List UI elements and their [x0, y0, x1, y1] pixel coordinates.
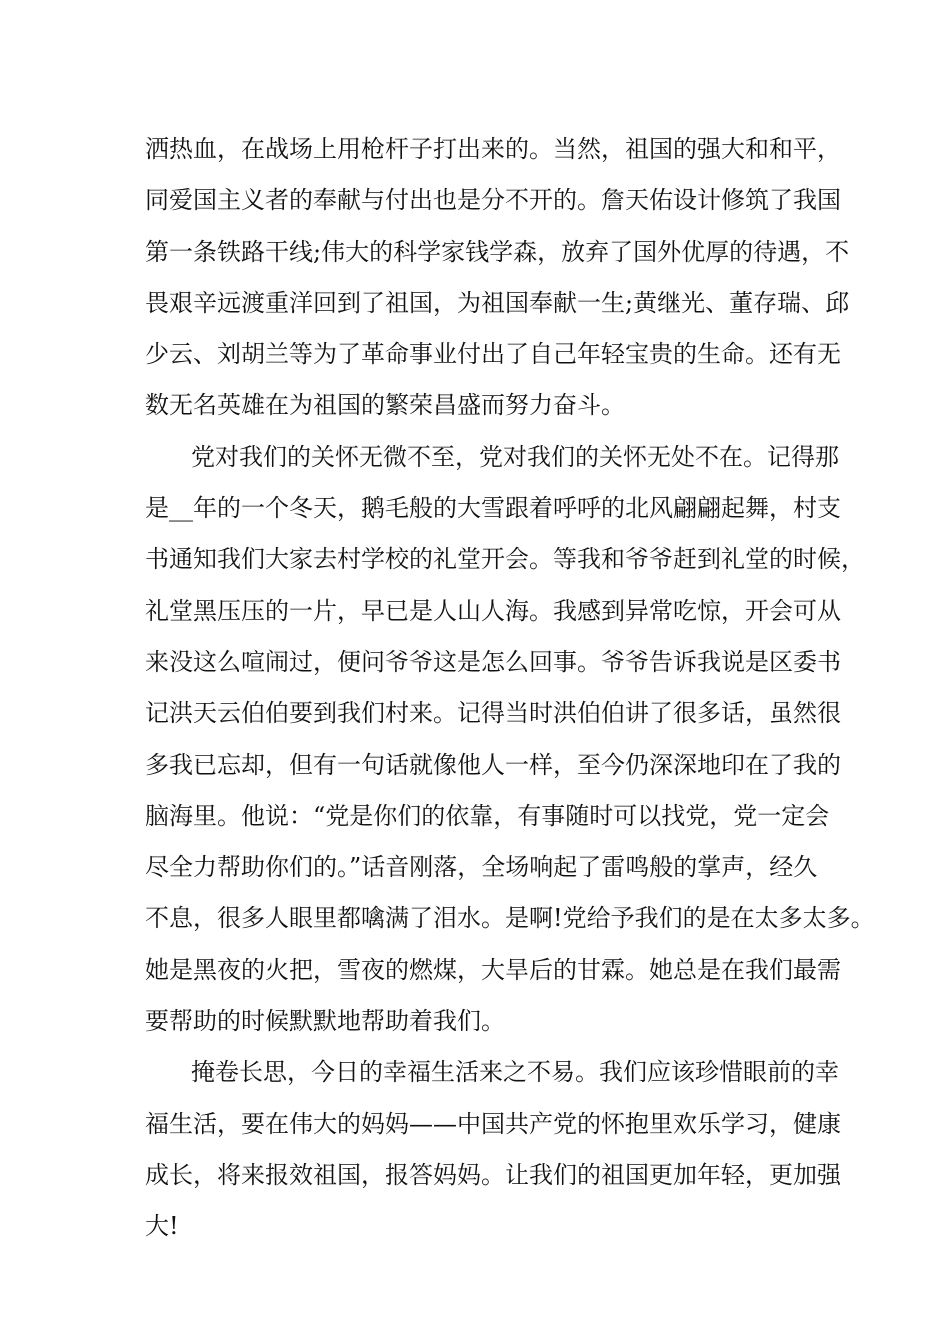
text-line: 是__年的一个冬天，鹅毛般的大雪跟着呼呼的北风翩翩起舞，村支: [145, 494, 841, 523]
text-line: 要帮助的时候默默地帮助着我们。: [145, 1007, 505, 1036]
text-line: 来没这么喧闹过，便问爷爷这是怎么回事。爷爷告诉我说是区委书: [145, 647, 841, 676]
text-line: 记洪天云伯伯要到我们村来。记得当时洪伯伯讲了很多话，虽然很: [145, 699, 841, 728]
text-line: 福生活，要在伟大的妈妈——中国共产党的怀抱里欢乐学习，健康: [145, 1109, 841, 1138]
text-line: 畏艰辛远渡重洋回到了祖国，为祖国奉献一生;黄继光、董存瑞、邱: [145, 288, 850, 317]
text-line: 第一条铁路干线;伟大的科学家钱学森，放弃了国外优厚的待遇，不: [145, 237, 850, 266]
text-line: 大!: [145, 1212, 179, 1241]
text-line: 尽全力帮助你们的。”话音刚落，全场响起了雷鸣般的掌声，经久: [145, 853, 818, 882]
paragraph-first-line: 掩卷长思，今日的幸福生活来之不易。我们应该珍惜眼前的幸: [191, 1058, 839, 1087]
text-line: 礼堂黑压压的一片，早已是人山人海。我感到异常吃惊，开会可从: [145, 596, 841, 625]
text-line: 不息，很多人眼里都噙满了泪水。是啊!党给予我们的是在太多太多。: [145, 904, 875, 933]
text-line: 成长，将来报效祖国，报答妈妈。让我们的祖国更加年轻，更加强: [145, 1160, 841, 1189]
text-line: 脑海里。他说：“党是你们的依靠，有事随时可以找党，党一定会: [145, 801, 830, 830]
text-line: 同爱国主义者的奉献与付出也是分不开的。詹天佑设计修筑了我国: [145, 186, 841, 215]
text-line: 书通知我们大家去村学校的礼堂开会。等我和爷爷赶到礼堂的时候，: [145, 545, 865, 574]
text-line: 她是黑夜的火把，雪夜的燃煤，大旱后的甘霖。她总是在我们最需: [145, 955, 841, 984]
text-line: 多我已忘却，但有一句话就像他人一样，至今仍深深地印在了我的: [145, 750, 841, 779]
paragraph-first-line: 党对我们的关怀无微不至，党对我们的关怀无处不在。记得那: [191, 442, 839, 471]
text-line: 洒热血，在战场上用枪杆子打出来的。当然，祖国的强大和和平，: [145, 135, 841, 163]
text-line: 数无名英雄在为祖国的繁荣昌盛而努力奋斗。: [145, 391, 625, 420]
text-line: 少云、刘胡兰等为了革命事业付出了自己年轻宝贵的生命。还有无: [145, 340, 841, 369]
document-body: [145, 124, 875, 1253]
